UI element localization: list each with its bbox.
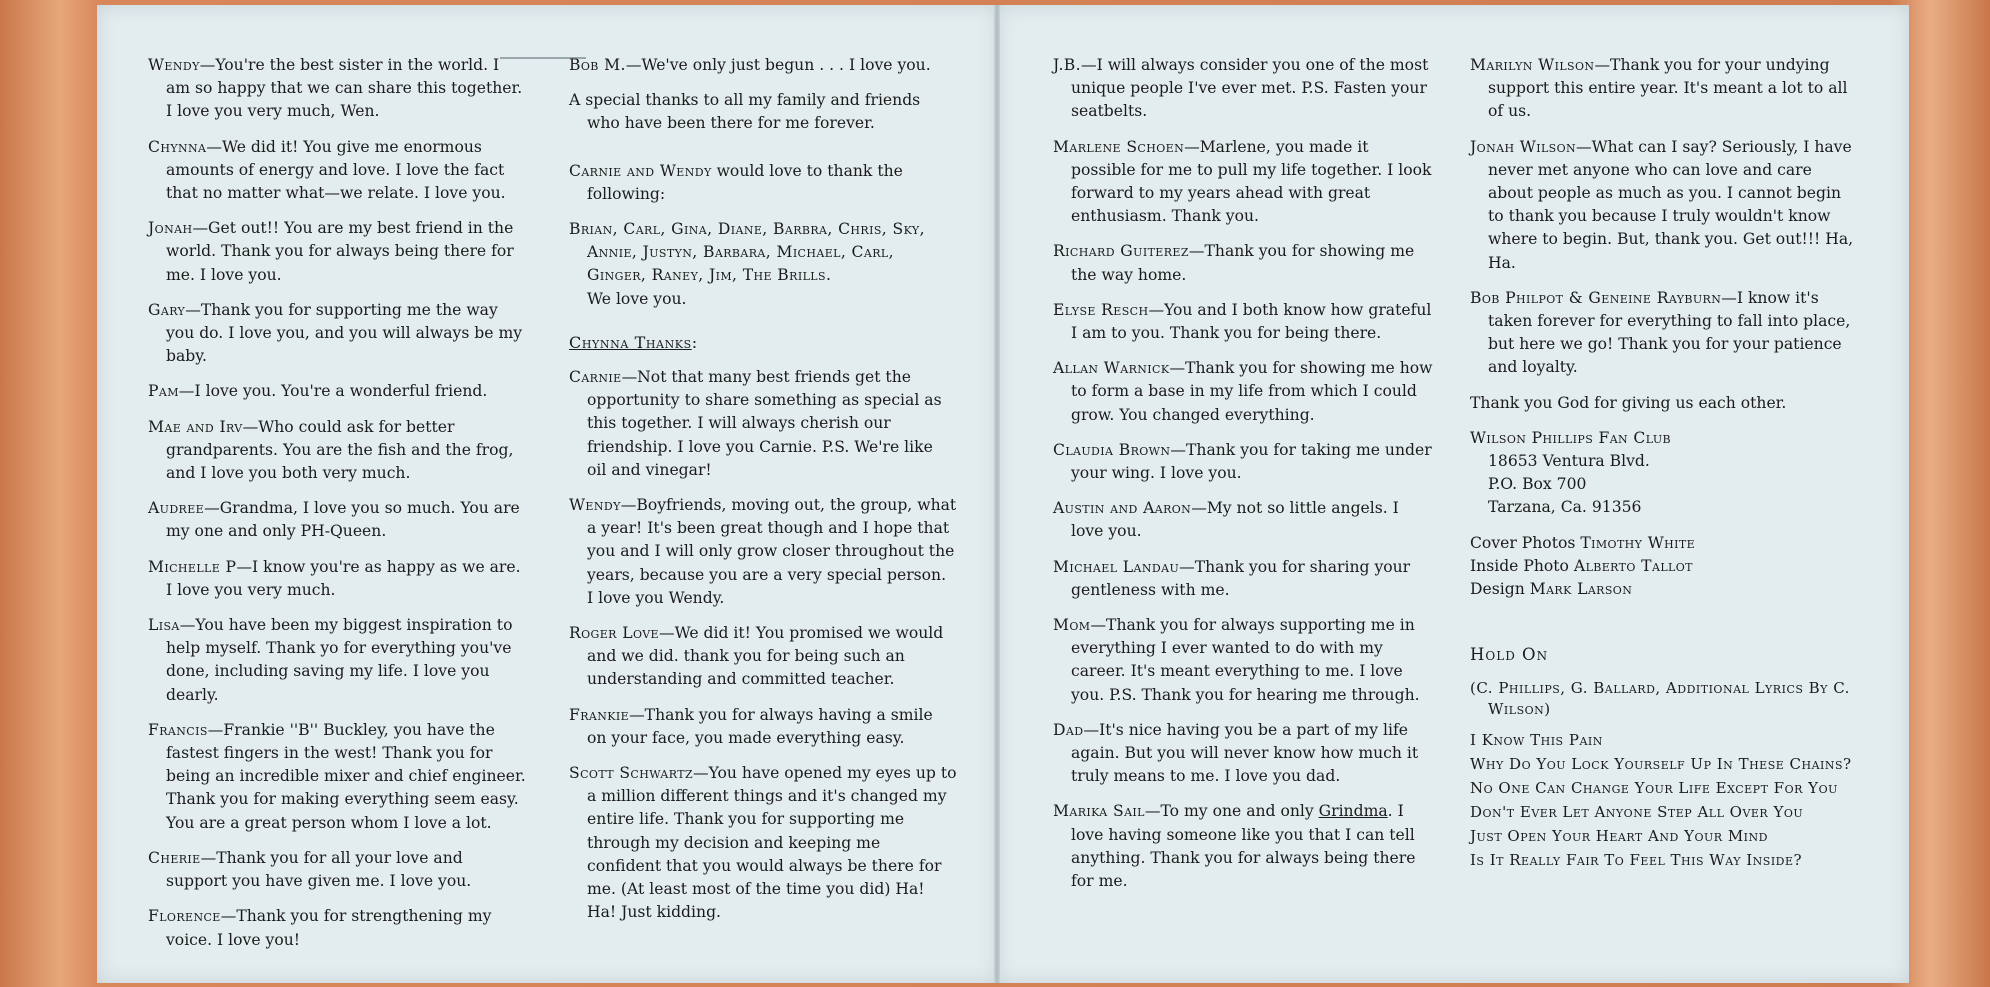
thanks-entry: Marlene Schoen—Marlene, you made it possible for me to pull my life together. I look forward to my years ahead with great enthusiasm. Thank you.	[1053, 137, 1432, 226]
thanks-entry: Florence—Thank you for strengthening my voice. I love you!	[148, 907, 492, 949]
song-title: Hold On	[1470, 645, 1549, 665]
thanks-entry: Carnie—Not that many best friends get the opportunity to share something as special as this together. I will always cherish our friendship. I love you Carnie. P.S. We're like oil and vinegar!	[569, 368, 942, 479]
thanks-column-2	[569, 54, 957, 937]
lyrics	[1470, 730, 1860, 871]
thanks-entry: Marilyn Wilson—Thank you for your undying support this entire year. It's meant a lot to all of us.	[1470, 56, 1848, 121]
thanks-entry: Wendy—You're the best sister in the world. I am so happy that we can share this together. I love you very much, Wen.	[148, 56, 523, 121]
thanks-entry: Pam—I love you. You're a wonderful friend.	[148, 382, 488, 401]
special-thanks-text: A special thanks to all my family and friends who have been there for me forever.	[569, 91, 921, 133]
thanks-entry: Wendy—Boyfriends, moving out, the group, what a year! It's been great though and I hope that you and I will only grow closer throughout the years, because you are a very special person. I love you Wendy.	[569, 496, 957, 607]
thanks-entry: Claudia Brown—Thank you for taking me under your wing. I love you.	[1053, 440, 1432, 483]
thanks-entry: J.B.—I will always consider you one of the most unique people I've ever met. P.S. Fasten your seatbelts.	[1053, 56, 1429, 121]
thanks-entry: Lisa—You have been my biggest inspiration to help myself. Thank yo for everything you've done, including saving my life. I love you dearly.	[148, 616, 513, 704]
thanks-entry: Michelle P—I know you're as happy as we are. I love you very much.	[148, 557, 521, 599]
thanks-entry: Francis—Frankie ''B'' Buckley, you have the fastest fingers in the west! Thank you for being an incredible mixer and chief engineer. Thank you for making everything seem easy. You are a great person whom I love a lot.	[148, 720, 526, 832]
photo-credits: Cover Photos Timothy White Inside Photo Alberto Tallot Design Mark Larson	[1470, 533, 1696, 599]
thanks-entry: Austin and Aaron—My not so little angels. I love you.	[1053, 499, 1399, 541]
thanks-entry: Elyse Resch—You and I both know how grateful I am to you. Thank you for being there.	[1053, 300, 1432, 343]
thanks-entry: Dad—It's nice having you be a part of my life again. But you will never know how much it truly means to me. I love you dad.	[1053, 720, 1419, 786]
lyric-line: Just Open Your Heart And Your Mind	[1470, 827, 1768, 846]
lyric-line: I Know This Pain	[1470, 731, 1603, 750]
thanks-entry: Scott Schwartz—You have opened my eyes up to a million different things and it's changed my entire life. Thank you for supporting me through my decision and keeping me confident that you would always be there for me. (At least most of the time you did) Ha! Ha! Just kidding.	[569, 764, 957, 922]
thanks-entry: Jonah—Get out!! You are my best friend in the world. Thank you for always being there for me. I love you.	[148, 219, 514, 284]
thanks-entry: Allan Warnick—Thank you for showing me how to form a base in my life from which I could grow. You changed everything.	[1053, 359, 1433, 424]
fan-club-address: Wilson Phillips Fan Club 18653 Ventura Blvd. P.O. Box 700 Tarzana, Ca. 91356	[1470, 428, 1672, 517]
thanks-entry: Chynna—We did it! You give me enormous amounts of energy and love. I love the fact that no matter what—we relate. I love you.	[148, 137, 506, 203]
thanks-entry: Frankie—Thank you for always having a smile on your face, you made everything easy.	[569, 705, 933, 747]
we-love-you-text: We love you.	[587, 289, 687, 308]
thanks-entry: Roger Love—We did it! You promised we would and we did. thank you for being such an understanding and committed teacher.	[569, 624, 944, 689]
thanks-entry: Richard Guiterez—Thank you for showing me the way home.	[1053, 242, 1415, 284]
lyric-line: Why Do You Lock Yourself Up In These Chains?	[1470, 755, 1852, 774]
thanks-entry: Michael Landau—Thank you for sharing your gentleness with me.	[1053, 557, 1411, 599]
thanks-entry: Bob Philpot & Geneine Rayburn—I know it's taken forever for everything to fall into place, but here we go! Thank you for your patience and loyalty.	[1470, 288, 1851, 377]
thanks-column-1	[148, 54, 526, 964]
thanks-column-4	[1470, 54, 1860, 874]
thanks-entry: Gary—Thank you for supporting me the way you do. I love you, and you will always be my baby.	[148, 300, 523, 366]
carnie-wendy-intro: Carnie and Wendy would love to thank the following:	[569, 161, 903, 203]
thanks-column-3	[1053, 54, 1433, 905]
thanks-entry: Marika Sail—To my one and only Grindma. I love having someone like you that I can tell anything. Thank you for always being there for me.	[1053, 802, 1416, 891]
heading-colon: :	[691, 332, 698, 352]
song-credit: (C. Phillips, G. Ballard, Additional Lyrics By C. Wilson)	[1470, 679, 1850, 719]
lyric-line: Don't Ever Let Anyone Step All Over You	[1470, 803, 1804, 822]
lyric-line: No One Can Change Your Life Except For You	[1470, 779, 1838, 798]
thanks-entry: Jonah Wilson—What can I say? Seriously, I have never met anyone who can love and care about people as much as you. I cannot begin to thank you because I truly wouldn't know where to begin. But, thank you. Get out!!! Ha, Ha.	[1470, 137, 1854, 272]
chynna-thanks-heading: Chynna Thanks:	[569, 331, 957, 354]
thanks-entry: Mae and Irv—Who could ask for better grandparents. You are the fish and the frog, and I love you both very much.	[148, 417, 514, 483]
lyric-line: Is It Really Fair To Feel This Way Inside?	[1470, 851, 1803, 870]
thanks-entry: Mom—Thank you for always supporting me in everything I ever wanted to do with my career. It's meant everything to me. I love you. P.S. Thank you for hearing me through.	[1053, 616, 1420, 704]
booklet-spine	[994, 5, 1000, 983]
thanks-entry: Bob M.—We've only just begun . . . I love you.	[569, 56, 931, 74]
thanks-entry: Cherie—Thank you for all your love and support you have given me. I love you.	[148, 848, 472, 891]
thanks-entry: Audree—Grandma, I love you so much. You are my one and only PH-Queen.	[148, 499, 520, 541]
thank-god-text: Thank you God for giving us each other.	[1470, 393, 1787, 412]
names-list: Brian, Carl, Gina, Diane, Barbra, Chris, Sky, Annie, Justyn, Barbara, Michael, Carl, Ginger, Raney, Jim, The Brills.	[569, 220, 925, 285]
